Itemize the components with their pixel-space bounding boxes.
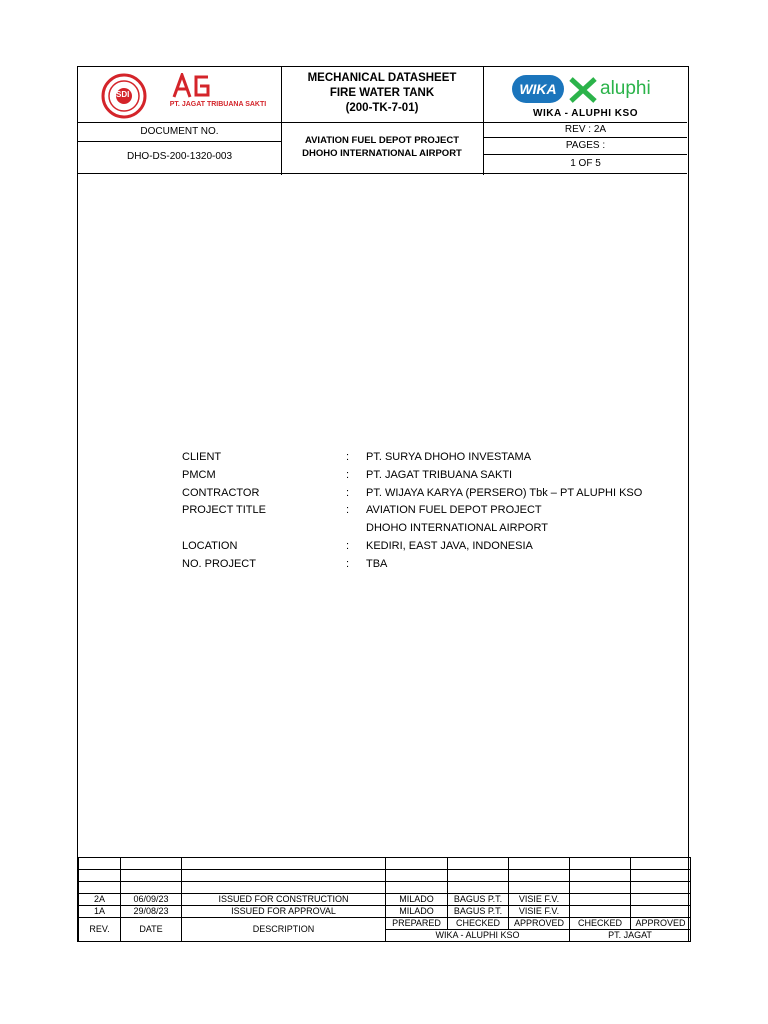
approved-cell xyxy=(509,882,570,894)
table-row xyxy=(79,858,691,870)
date-cell xyxy=(121,870,182,882)
info-label: LOCATION xyxy=(182,540,238,552)
doc-no-value: DHO-DS-200-1320-003 xyxy=(126,151,233,162)
rev-cell xyxy=(79,870,121,882)
aluphi-x-icon xyxy=(568,77,598,103)
table-row xyxy=(79,882,691,894)
project-line-1: AVIATION FUEL DEPOT PROJECT xyxy=(304,135,460,146)
pages-value: 1 OF 5 xyxy=(570,158,601,169)
info-value: KEDIRI, EAST JAVA, INDONESIA xyxy=(366,540,533,552)
table-row xyxy=(79,906,691,918)
description-header: DESCRIPTION xyxy=(182,918,386,942)
title-line-2: FIRE WATER TANK xyxy=(329,87,435,99)
client-approved-cell xyxy=(631,894,691,906)
info-colon: : xyxy=(346,451,350,463)
client-checked-cell xyxy=(570,858,631,870)
sdi-seal-text: SDI xyxy=(116,90,130,99)
date-cell: 06/09/23 xyxy=(121,894,182,906)
approved-cell: VISIE F.V. xyxy=(509,906,570,918)
title-line-1: MECHANICAL DATASHEET xyxy=(307,72,457,84)
doc-no-label: DOCUMENT NO. xyxy=(140,126,219,137)
checked-cell: BAGUS P.T. xyxy=(448,906,509,918)
client-checked-cell xyxy=(570,894,631,906)
contractor-group-label: WIKA - ALUPHI KSO xyxy=(386,930,570,942)
rev-header: REV. xyxy=(79,918,121,942)
info-colon: : xyxy=(346,504,350,516)
checked-cell: BAGUS P.T. xyxy=(448,894,509,906)
datasheet-title xyxy=(282,71,482,116)
project-line-2: DHOHO INTERNATIONAL AIRPORT xyxy=(302,148,462,159)
client-checked-header: CHECKED xyxy=(570,918,631,930)
prepared-cell xyxy=(386,858,448,870)
project-name xyxy=(282,134,482,160)
client-checked-cell xyxy=(570,882,631,894)
info-label: PMCM xyxy=(182,469,216,481)
title-line-3: (200-TK-7-01) xyxy=(345,102,419,114)
checked-cell xyxy=(448,882,509,894)
info-colon: : xyxy=(346,540,350,552)
table-header-row xyxy=(79,918,691,930)
description-cell xyxy=(182,870,386,882)
info-value: PT. WIJAYA KARYA (PERSERO) Tbk – PT ALUPHI KSO xyxy=(366,487,643,499)
pmcm-group-label: PT. JAGAT xyxy=(570,930,691,942)
prepared-header: PREPARED xyxy=(386,918,448,930)
rev-cell xyxy=(79,858,121,870)
datasheet-page xyxy=(77,66,689,942)
client-approved-cell xyxy=(631,858,691,870)
revision-table xyxy=(78,857,691,942)
description-cell xyxy=(182,882,386,894)
pages-label: PAGES : xyxy=(565,140,606,151)
info-label: NO. PROJECT xyxy=(182,558,256,570)
client-approved-cell xyxy=(631,870,691,882)
prepared-cell: MILADO xyxy=(386,894,448,906)
checked-header: CHECKED xyxy=(448,918,509,930)
date-cell: 29/08/23 xyxy=(121,906,182,918)
rev-cell xyxy=(79,882,121,894)
info-value: AVIATION FUEL DEPOT PROJECT xyxy=(366,504,542,516)
info-label: CLIENT xyxy=(182,451,222,463)
table-row xyxy=(79,870,691,882)
description-cell xyxy=(182,858,386,870)
info-label: PROJECT TITLE xyxy=(182,504,266,516)
client-approved-cell xyxy=(631,906,691,918)
client-approved-cell xyxy=(631,882,691,894)
client-approved-header: APPROVED xyxy=(631,918,691,930)
contractor-name: WIKA - ALUPHI KSO xyxy=(533,108,638,119)
prepared-cell: MILADO xyxy=(386,906,448,918)
description-cell: ISSUED FOR APPROVAL xyxy=(182,906,386,918)
info-value: DHOHO INTERNATIONAL AIRPORT xyxy=(366,522,548,534)
approved-cell: VISIE F.V. xyxy=(509,894,570,906)
jts-logo-mark xyxy=(170,73,230,99)
wika-logo xyxy=(512,75,564,103)
wika-logo-text: WIKA xyxy=(519,81,557,97)
client-checked-cell xyxy=(570,906,631,918)
prepared-cell xyxy=(386,882,448,894)
jts-logo-text: PT. JAGAT TRIBUANA SAKTI xyxy=(169,101,267,108)
description-cell: ISSUED FOR CONSTRUCTION xyxy=(182,894,386,906)
checked-cell xyxy=(448,870,509,882)
info-value: PT. SURYA DHOHO INVESTAMA xyxy=(366,451,532,463)
rev-cell: 2A xyxy=(79,894,121,906)
prepared-cell xyxy=(386,870,448,882)
rev-cell: 1A xyxy=(79,906,121,918)
client-logo xyxy=(98,73,158,119)
info-value: PT. JAGAT TRIBUANA SAKTI xyxy=(366,469,513,481)
info-value: TBA xyxy=(366,558,388,570)
checked-cell xyxy=(448,858,509,870)
info-colon: : xyxy=(346,469,350,481)
info-label: CONTRACTOR xyxy=(182,487,260,499)
info-colon: : xyxy=(346,558,350,570)
approved-cell xyxy=(509,870,570,882)
aluphi-logo-text: aluphi xyxy=(600,78,651,99)
approved-header: APPROVED xyxy=(509,918,570,930)
date-cell xyxy=(121,882,182,894)
date-cell xyxy=(121,858,182,870)
info-colon: : xyxy=(346,487,350,499)
client-checked-cell xyxy=(570,870,631,882)
approved-cell xyxy=(509,858,570,870)
date-header: DATE xyxy=(121,918,182,942)
rev-label: REV : 2A xyxy=(564,124,607,135)
table-row xyxy=(79,894,691,906)
